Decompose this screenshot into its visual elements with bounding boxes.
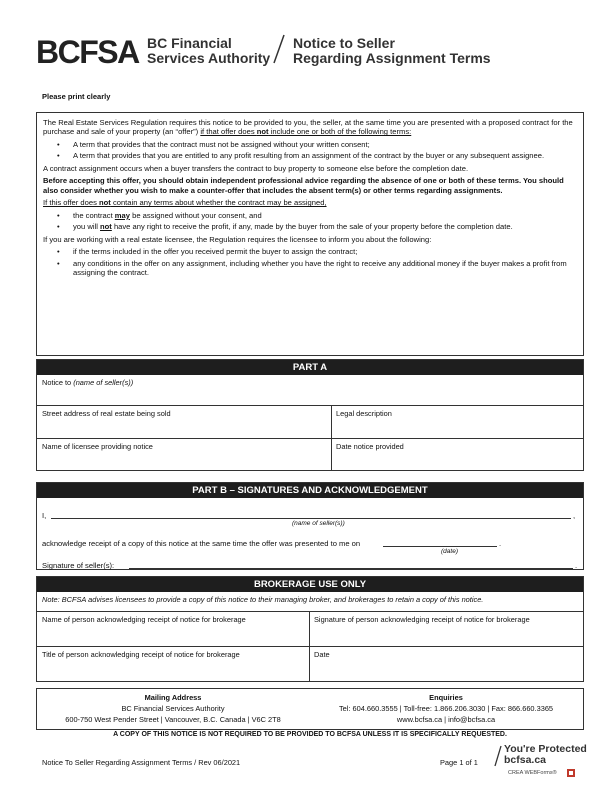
- page-number: Page 1 of 1: [440, 758, 478, 767]
- list-item: • A term that provides that you are entitled to any profit resulting from an assignment of the contract by the buyer or any subsequent assignee.: [73, 151, 577, 160]
- page-title: [293, 36, 491, 67]
- seller-name-field[interactable]: Notice to (name of seller(s)): [42, 378, 134, 387]
- seller-name-line[interactable]: [51, 518, 571, 519]
- youre-protected-line-1: You're Protected: [504, 743, 587, 755]
- acknowledgement-text: acknowledge receipt of a copy of this notice at the same time the offer was presented to me on: [42, 539, 361, 548]
- intro-paragraph-2: A contract assignment occurs when a buyer transfers the contract to buy property to someone else before the completion date.: [43, 163, 469, 173]
- date-caption: (date): [441, 548, 458, 555]
- title-line-1: Notice to Seller: [293, 35, 395, 51]
- date-notice-provided-field[interactable]: Date notice provided: [331, 438, 583, 470]
- brokerage-section: [36, 576, 584, 682]
- licensee-duties-list: [43, 247, 577, 277]
- brokerage-signature-field[interactable]: Signature of person acknowledging receipt of notice for brokerage: [309, 611, 583, 646]
- enquiries-web-email[interactable]: www.bcfsa.ca | info@bcfsa.ca: [396, 715, 496, 725]
- list-item: • if the terms included in the offer you received permit the buyer to assign the contract;: [73, 247, 577, 256]
- list-item: • any conditions in the offer on any assignment, including whether you have the right to receive any additional money if the buyer makes a profit from assigning the contract.: [73, 259, 577, 278]
- print-instruction: Please print clearly: [42, 92, 111, 101]
- org-line-2: Services Authority: [147, 50, 271, 67]
- brokerage-note: Note: BCFSA advises licensees to provide a copy of this notice to their managing broker, and brokerages to retain a copy of this notice.: [42, 595, 484, 604]
- protected-mark-icon: [494, 745, 502, 767]
- list-item: • A term that provides that the contract must not be assigned without your written consent;: [73, 140, 577, 149]
- org-line-1: BC Financial: [147, 35, 232, 51]
- crea-logo-icon: [566, 768, 576, 778]
- bcfsa-logo: BCFSA: [36, 34, 139, 70]
- column-divider: [309, 611, 310, 681]
- street-address-field[interactable]: Street address of real estate being sold: [37, 405, 331, 438]
- part-b-heading: PART B – SIGNATURES AND ACKNOWLEDGEMENT: [37, 483, 583, 498]
- mailing-address: [37, 692, 309, 725]
- intro-paragraph-3: Before accepting this offer, you should obtain independent professional advice regarding the absence of one or both of these terms. You should also consider whether you wish to make a counter-offer that includes the absent term(s) or other terms regarding assignments.: [43, 176, 564, 195]
- consequences-list: [43, 211, 577, 232]
- brokerage-acknowledger-name-field[interactable]: Name of person acknowledging receipt of notice for brokerage: [37, 611, 309, 646]
- licensee-name-field[interactable]: Name of licensee providing notice: [37, 438, 331, 470]
- list-item: • you will not have any right to receive the profit, if any, made by the buyer from the sale of your property before the completion date.: [73, 222, 577, 231]
- brokerage-heading: BROKERAGE USE ONLY: [37, 577, 583, 592]
- form-name: Notice To Seller Regarding Assignment Terms / Rev 06/2021: [42, 758, 241, 767]
- title-line-2: Regarding Assignment Terms: [293, 50, 491, 67]
- part-a-section: [36, 359, 584, 471]
- column-divider: [331, 405, 332, 470]
- enquiries: [309, 692, 583, 725]
- part-b-section: [36, 482, 584, 570]
- i-label: I,: [42, 511, 47, 520]
- divider-slash-icon: [272, 34, 286, 64]
- mailing-address-line-1: BC Financial Services Authority: [121, 704, 225, 714]
- seller-signature-line[interactable]: [129, 568, 573, 569]
- intro-paragraph-5: If you are working with a real estate licensee, the Regulation requires the licensee to inform you about the following:: [43, 234, 432, 244]
- list-item: • the contract may be assigned without your consent, and: [73, 211, 577, 220]
- crea-webforms-mark: CREA WEBForms®: [508, 770, 557, 776]
- seller-name-caption: (name of seller(s)): [292, 520, 345, 527]
- comma-mark: ,: [573, 511, 576, 520]
- mailing-address-heading: Mailing Address: [144, 693, 202, 702]
- organization-name: [147, 36, 270, 67]
- mailing-address-line-2: 600-750 West Pender Street | Vancouver, B.C. Canada | V6C 2T8: [65, 715, 281, 725]
- period-mark: .: [575, 561, 578, 570]
- period-mark: .: [499, 539, 502, 548]
- intro-box: [36, 112, 584, 356]
- intro-paragraph-1: The Real Estate Services Regulation requires this notice to be provided to you, the seller, at the same time you are presented with a proposed contract for the purchase and sale of your property (an “offer”) if that offer does not include one or both of the following terms:: [43, 118, 573, 137]
- enquiries-heading: Enquiries: [429, 693, 463, 702]
- intro-paragraph-4: If this offer does not contain any terms about whether the contract may be assigned,: [43, 198, 327, 208]
- brokerage-acknowledger-title-field[interactable]: Title of person acknowledging receipt of notice for brokerage: [37, 646, 309, 681]
- legal-description-field[interactable]: Legal description: [331, 405, 583, 438]
- part-a-heading: PART A: [37, 360, 583, 375]
- enquiries-phone: Tel: 604.660.3555 | Toll-free: 1.866.206.3030 | Fax: 866.660.3365: [338, 704, 554, 714]
- youre-protected-badge: [504, 744, 587, 766]
- copy-notice: A COPY OF THIS NOTICE IS NOT REQUIRED TO BE PROVIDED TO BCFSA UNLESS IT IS SPECIFICALLY REQUESTED.: [113, 731, 507, 738]
- acknowledgement-date-line[interactable]: [383, 546, 497, 547]
- youre-protected-line-2[interactable]: bcfsa.ca: [504, 754, 547, 767]
- contact-box: [36, 688, 584, 730]
- brokerage-date-field[interactable]: Date: [309, 646, 583, 681]
- seller-signature-label: Signature of seller(s):: [42, 561, 115, 570]
- assignment-terms-list: [43, 140, 577, 161]
